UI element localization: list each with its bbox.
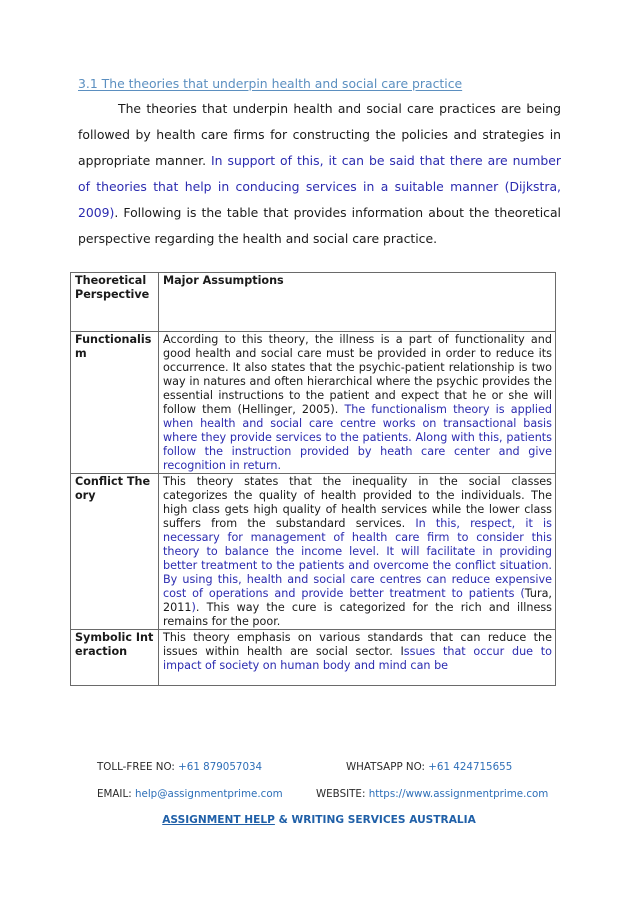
header-major-assumptions: Major Assumptions bbox=[159, 273, 556, 332]
assumption-text-highlighted: ssues that occur due to impact of society on human body and mind can be bbox=[163, 645, 553, 672]
header-theoretical-perspective: Theoretical Perspective bbox=[71, 273, 159, 332]
assignment-help-link[interactable]: ASSIGNMENT HELP bbox=[162, 814, 275, 826]
assumption-text-highlighted: In this, respect, it is necessary for management of health care firm to consider this theory to balance the income level. It will facilitate in providing better treatment to the patients and overcome the conflict situation. By using this, health and social care centres can reduce expensive cost of operations and provide better treatment to patients ( bbox=[163, 517, 552, 600]
intro-text-plain: The theories that underpin health and social care practices are being followed by health care firms for constructing the policies and strategies in appropriate manner. bbox=[78, 101, 561, 168]
row-perspective: Functionalism bbox=[71, 332, 159, 474]
row-assumptions bbox=[159, 630, 556, 686]
assumption-text-tail: . This way the cure is categorized for the rich and illness remains for the poor. bbox=[163, 601, 552, 628]
assumption-text-plain: According to this theory, the illness is a part of functionality and good health and social care must be provided in order to reduce its occurrence. It also states that the psychic-patient relationship is two way in natures and often hierarchical where the psychic provides the essential instructions to the patient and expect that he or she will follow them (Hellinger, 2005). bbox=[163, 333, 552, 416]
intro-text-tail: . Following is the table that provides information about the theoretical perspective regarding the health and social care practice. bbox=[78, 205, 561, 246]
tollfree-number[interactable]: +61 879057034 bbox=[178, 761, 263, 773]
table-row-symbolic-interaction bbox=[71, 630, 556, 686]
footer-banner bbox=[0, 814, 638, 826]
email-link[interactable]: help@assignmentprime.com bbox=[134, 788, 283, 800]
assumption-text-plain: This theory states that the inequality in the social classes categorizes the quality of health provided to the individuals. The high class gets high quality of health services while the lower class suffers from the substandard services. bbox=[163, 475, 552, 530]
citation: Tura, 2011 bbox=[163, 587, 552, 614]
website-label: WEBSITE: bbox=[316, 788, 369, 800]
assumption-text-highlighted: The functionalism theory is applied when health and social care centre works on transactional basis where they provide services to the patients. Along with this, patients follow the instruction provided by heath care center and give recognition in return. bbox=[163, 403, 552, 472]
table-row-conflict-theory bbox=[71, 474, 556, 630]
whatsapp-label: WHATSAPP NO: bbox=[346, 761, 429, 773]
intro-paragraph bbox=[78, 96, 561, 252]
theories-table bbox=[70, 272, 556, 686]
website-link[interactable]: https://www.assignmentprime.com bbox=[368, 788, 549, 800]
tollfree-label: TOLL-FREE NO: bbox=[97, 761, 179, 773]
footer-website bbox=[316, 788, 548, 800]
table-row-functionalism bbox=[71, 332, 556, 474]
row-perspective: Symbolic Interaction bbox=[71, 630, 159, 686]
footer-tollfree bbox=[97, 761, 262, 773]
footer-email bbox=[97, 788, 283, 800]
row-assumptions bbox=[159, 332, 556, 474]
table-header-row bbox=[71, 273, 556, 332]
citation-close: ) bbox=[191, 601, 196, 614]
row-perspective: Conflict Theory bbox=[71, 474, 159, 630]
row-assumptions bbox=[159, 474, 556, 630]
whatsapp-number[interactable]: +61 424715655 bbox=[428, 761, 513, 773]
email-label: EMAIL: bbox=[97, 788, 135, 800]
banner-text: & WRITING SERVICES AUSTRALIA bbox=[274, 814, 476, 826]
assumption-text-plain: This theory emphasis on various standards that can reduce the issues within health are social sector. I bbox=[163, 631, 552, 658]
section-heading: 3.1 The theories that underpin health and social care practice bbox=[78, 76, 463, 91]
intro-text-highlighted: In support of this, it can be said that there are number of theories that help in conducing services in a suitable manner (Dijkstra, 2009) bbox=[78, 153, 561, 220]
footer-whatsapp bbox=[346, 761, 512, 773]
